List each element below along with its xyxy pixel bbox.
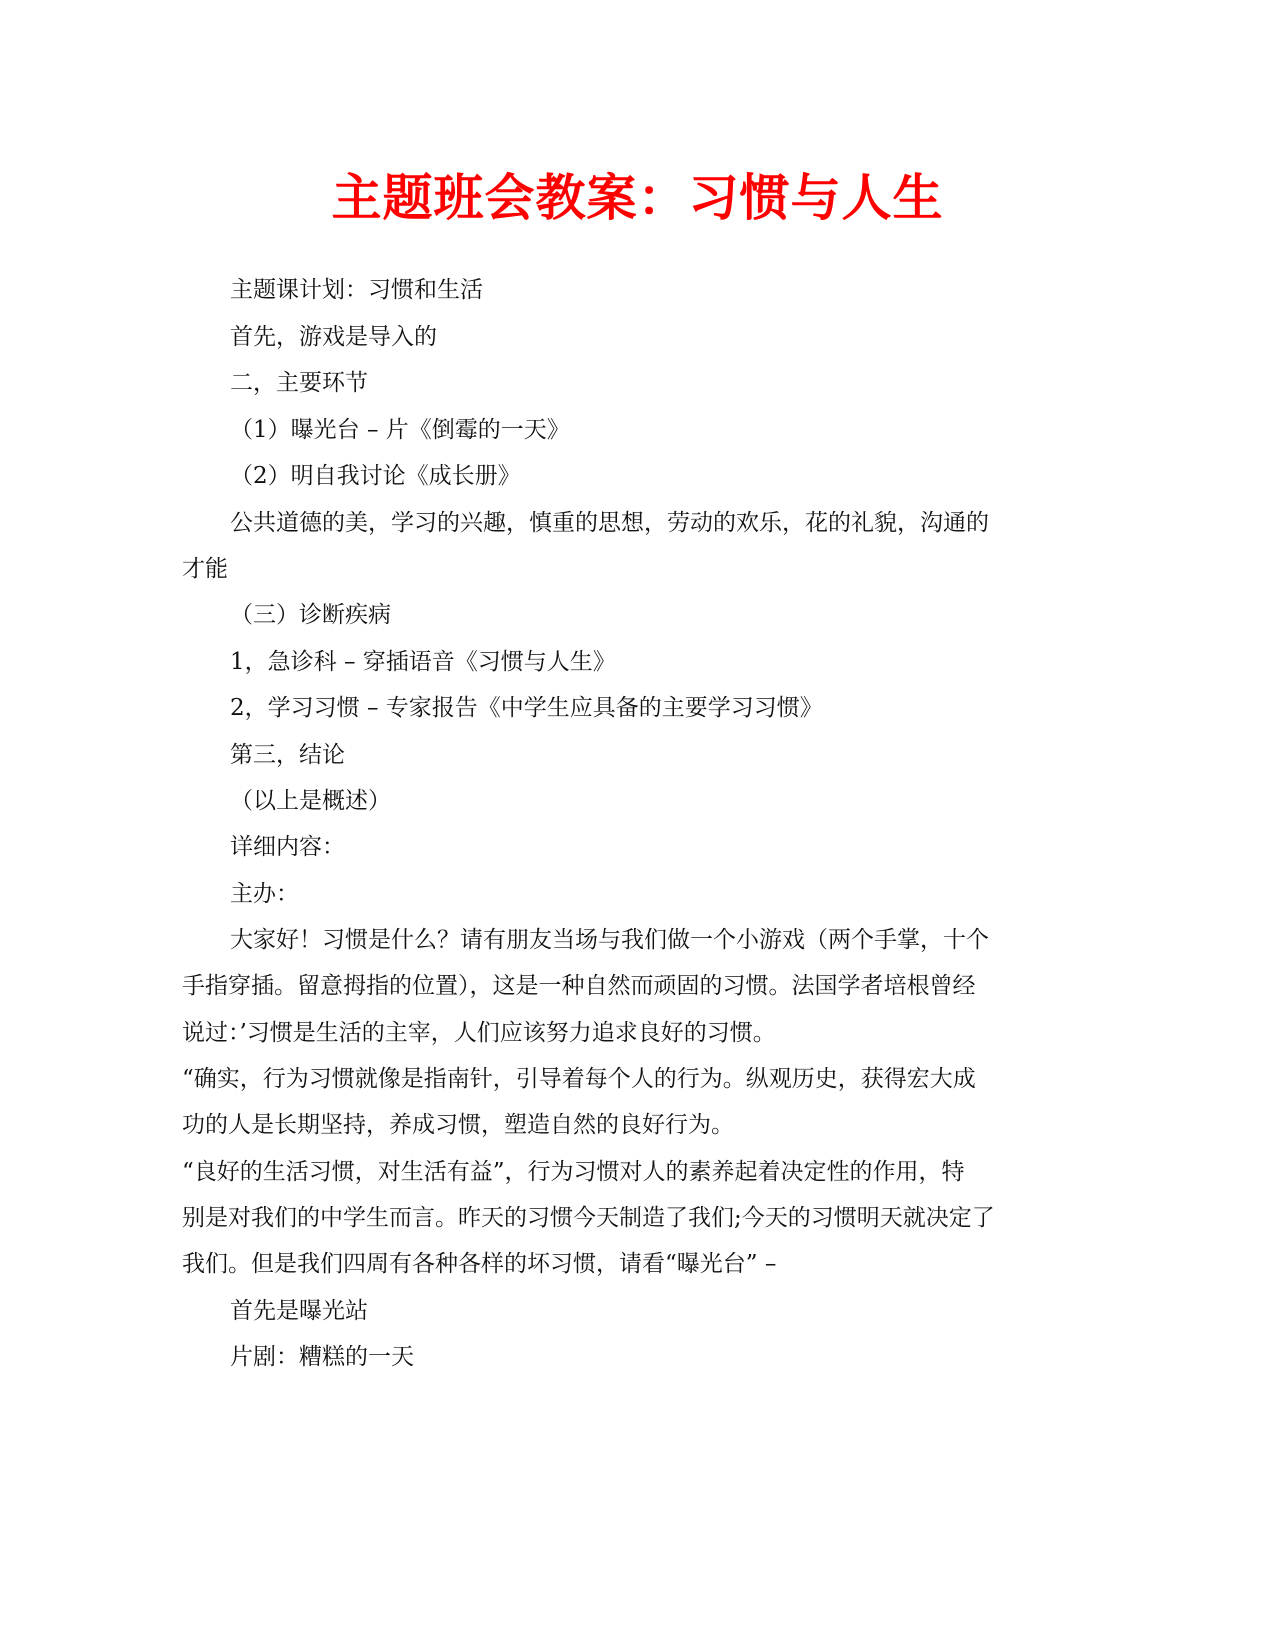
text-line: “确实，行为习惯就像是指南针，引导着每个人的行为。纵观历史，获得宏大成 (182, 1066, 976, 1092)
text-line: 首先，游戏是导入的 (230, 324, 437, 350)
text-line: 说过：’习惯是生活的主宰，人们应该努力追求良好的习惯。 (182, 1020, 776, 1046)
text-line: 2，学习习惯 – 专家报告《中学生应具备的主要学习习惯》 (230, 695, 823, 721)
text-line: 二，主要环节 (230, 370, 368, 396)
text-line: （1）曝光台 – 片《倒霉的一天》 (230, 417, 570, 443)
text-line: 别是对我们的中学生而言。昨天的习惯今天制造了我们;今天的习惯明天就决定了 (182, 1205, 995, 1231)
text-line: 详细内容： (230, 834, 345, 860)
text-line: 主办： (230, 881, 299, 907)
text-line: 大家好！习惯是什么？请有朋友当场与我们做一个小游戏（两个手掌，十个 (230, 927, 989, 953)
text-line: “良好的生活习惯，对生活有益”，行为习惯对人的素养起着决定性的作用，特 (182, 1159, 965, 1185)
text-line: 第三，结论 (230, 742, 345, 768)
text-line: 公共道德的美，学习的兴趣，慎重的思想，劳动的欢乐，花的礼貌，沟通的 (230, 510, 989, 536)
text-line: 才能 (182, 556, 228, 582)
text-line: 首先是曝光站 (230, 1298, 368, 1324)
text-line: 片剧：糟糕的一天 (230, 1344, 414, 1370)
document-title: 主题班会教案：习惯与人生 (331, 168, 944, 227)
text-line: 我们。但是我们四周有各种各样的坏习惯，请看“曝光台” – (182, 1251, 777, 1277)
text-line: 主题课计划：习惯和生活 (230, 277, 483, 303)
text-line: （以上是概述） (230, 788, 391, 814)
text-line: （2）明自我讨论《成长册》 (230, 463, 521, 489)
text-line: 1，急诊科 – 穿插语音《习惯与人生》 (230, 649, 616, 675)
text-line: 功的人是长期坚持，养成习惯，塑造自然的良好行为。 (182, 1112, 734, 1138)
text-line: 手指穿插。留意拇指的位置），这是一种自然而顽固的习惯。法国学者培根曾经 (182, 973, 976, 999)
text-line: （三）诊断疾病 (230, 602, 391, 628)
